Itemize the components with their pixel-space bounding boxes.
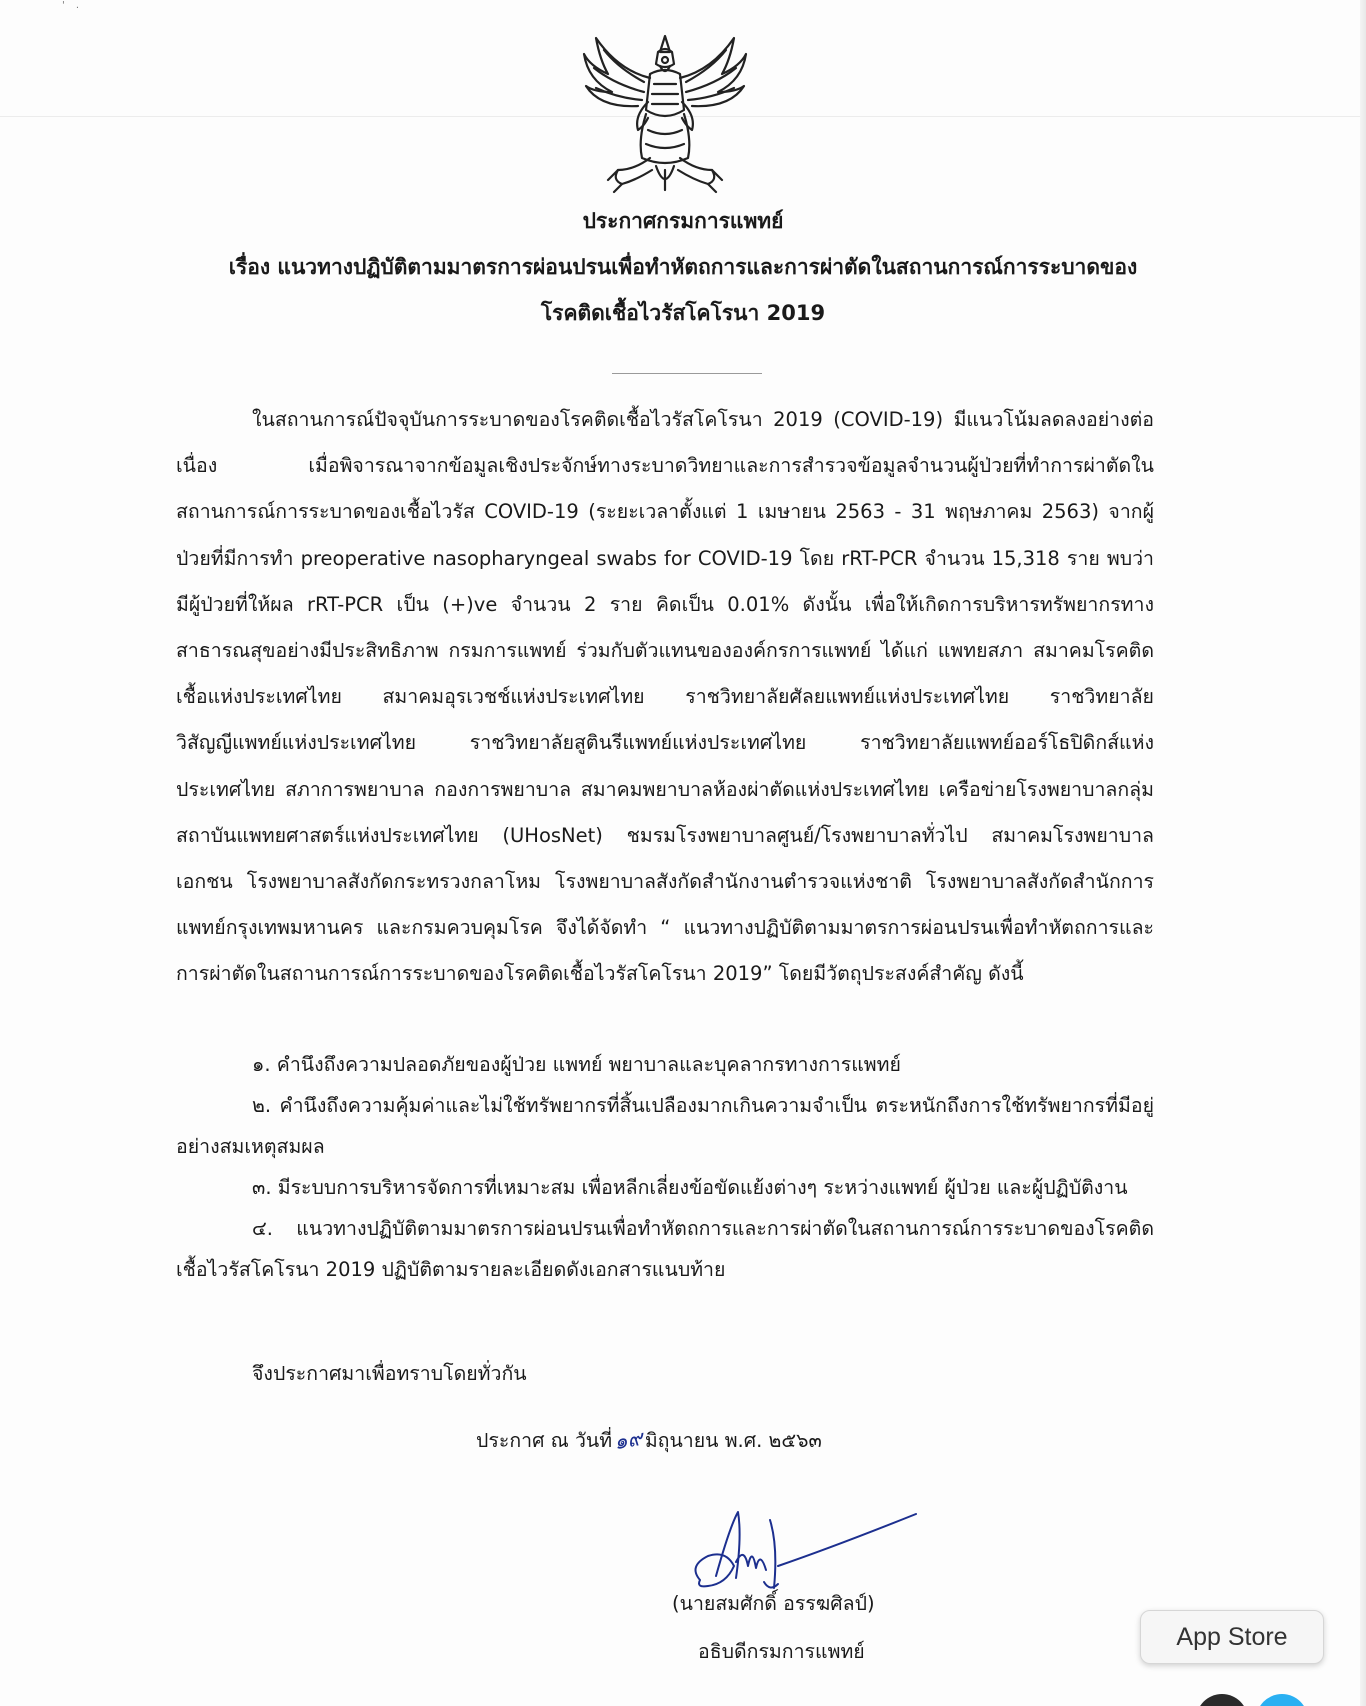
document-header	[150, 198, 1216, 336]
corner-mark: ' .	[62, 0, 84, 11]
signature-icon	[686, 1506, 922, 1594]
app-store-tooltip-button[interactable]: App Store	[1140, 1610, 1324, 1664]
announcement-subject: เรื่อง แนวทางปฏิบัติตามมาตรการผ่อนปรนเพื่อทำหัตถการและการผ่าตัดในสถานการณ์การระบาดของ	[228, 255, 1138, 279]
dock-icons-peek	[1196, 1694, 1306, 1706]
objective-item-2: ๒. คำนึงถึงความคุ้มค่าและไม่ใช้ทรัพยากรที่สิ้นเปลืองมากเกินความจำเป็น ตระหนักถึงการใช้ทรัพยากรที่มีอยู่อย่างสมเหตุสมผล	[176, 1094, 1154, 1158]
announcement-subject-continued: โรคติดเชื้อไวรัสโคโรนา 2019	[540, 301, 826, 325]
body-paragraph: ในสถานการณ์ปัจจุบันการระบาดของโรคติดเชื้อไวรัสโคโรนา 2019 (COVID-19) มีแนวโน้มลดลงอย่างต่อเนื่อง เมื่อพิจารณาจากข้อมูลเชิงประจักษ์ทางระบาดวิทยาและการสำรวจข้อมูลจำนวนผู้ป่วยที่ทำการผ่าตัดในสถานการณ์การระบาดของเชื้อไวรัส COVID-19 (ระยะเวลาตั้งแต่ 1 เมษายน 2563 - 31 พฤษภาคม 2563) จากผู้ป่วยที่มีการทำ preoperative nasopharyngeal swabs for COVID-19 โดย rRT-PCR จำนวน 15,318 ราย พบว่ามีผู้ป่วยที่ให้ผล rRT-PCR เป็น (+)ve จำนวน 2 ราย คิดเป็น 0.01% ดังนั้น เพื่อให้เกิดการบริหารทรัพยากรทางสาธารณสุขอย่างมีประสิทธิภาพ กรมการแพทย์ ร่วมกับตัวแทนขององค์กรการแพทย์ ได้แก่ แพทยสภา สมาคมโรคติดเชื้อแห่งประเทศไทย สมาคมอุรเวชช์แห่งประเทศไทย ราชวิทยาลัยศัลยแพทย์แห่งประเทศไทย ราชวิทยาลัยวิสัญญีแพทย์แห่งประเทศไทย ราชวิทยาลัยสูตินรีแพทย์แห่งประเทศไทย ราชวิทยาลัยแพทย์ออร์โธปิดิกส์แห่งประเทศไทย สภาการพยาบาล กองการพยาบาล สมาคมพยาบาลห้องผ่าตัดแห่งประเทศไทย เครือข่ายโรงพยาบาลกลุ่มสถาบันแพทยศาสตร์แห่งประเทศไทย (UHosNet) ชมรมโรงพยาบาลศูนย์/โรงพยาบาลทั่วไป สมาคมโรงพยาบาลเอกชน โรงพยาบาลสังกัดกระทรวงกลาโหม โรงพยาบาลสังกัดสำนักงานตำรวจแห่งชาติ โรงพยาบาลสังกัดสำนักการแพทย์กรุงเทพมหานคร และกรมควบคุมโรค จึงได้จัดทำ “ แนวทางปฏิบัติตามมาตรการผ่อนปรนเพื่อทำหัตถการและการผ่าตัดในสถานการณ์การระบาดของโรคติดเชื้อไวรัสโคโรนา 2019” โดยมีวัตถุประสงค์สำคัญ ดังนี้	[176, 408, 1154, 986]
date-day-handwritten: ๑๙	[612, 1425, 645, 1455]
dock-app-icon[interactable]	[1196, 1694, 1248, 1706]
signer-name: (นายสมศักดิ์ อรรฆศิลป์)	[672, 1592, 875, 1615]
closing-statement: จึงประกาศมาเพื่อทราบโดยทั่วกัน	[252, 1362, 527, 1385]
objective-item-4: ๔. แนวทางปฏิบัติตามมาตรการผ่อนปรนเพื่อทำหัตถการและการผ่าตัดในสถานการณ์การระบาดของโรคติดเชื้อไวรัสโคโรนา 2019 ปฏิบัติตามรายละเอียดดังเอกสารแนบท้าย	[176, 1217, 1154, 1281]
header-divider	[612, 373, 762, 374]
announcement-title: ประกาศกรมการแพทย์	[582, 209, 784, 233]
announcement-date	[476, 1420, 822, 1461]
app-store-icon[interactable]	[1256, 1694, 1306, 1706]
date-suffix: มิถุนายน พ.ศ. ๒๕๖๓	[644, 1429, 822, 1452]
signer-title: อธิบดีกรมการแพทย์	[698, 1640, 865, 1663]
objectives-list	[176, 1044, 1154, 1290]
objective-item-3: ๓. มีระบบการบริหารจัดการที่เหมาะสม เพื่อหลีกเลี่ยงข้อขัดแย้งต่างๆ ระหว่างแพทย์ ผู้ป่วย และผู้ปฏิบัติงาน	[252, 1176, 1128, 1199]
page-edge	[1360, 0, 1366, 1706]
date-prefix: ประกาศ ณ วันที่	[476, 1429, 613, 1452]
objective-item-1: ๑. คำนึงถึงความปลอดภัยของผู้ป่วย แพทย์ พยาบาลและบุคลากรทางการแพทย์	[252, 1053, 901, 1076]
garuda-emblem-icon	[578, 30, 752, 200]
